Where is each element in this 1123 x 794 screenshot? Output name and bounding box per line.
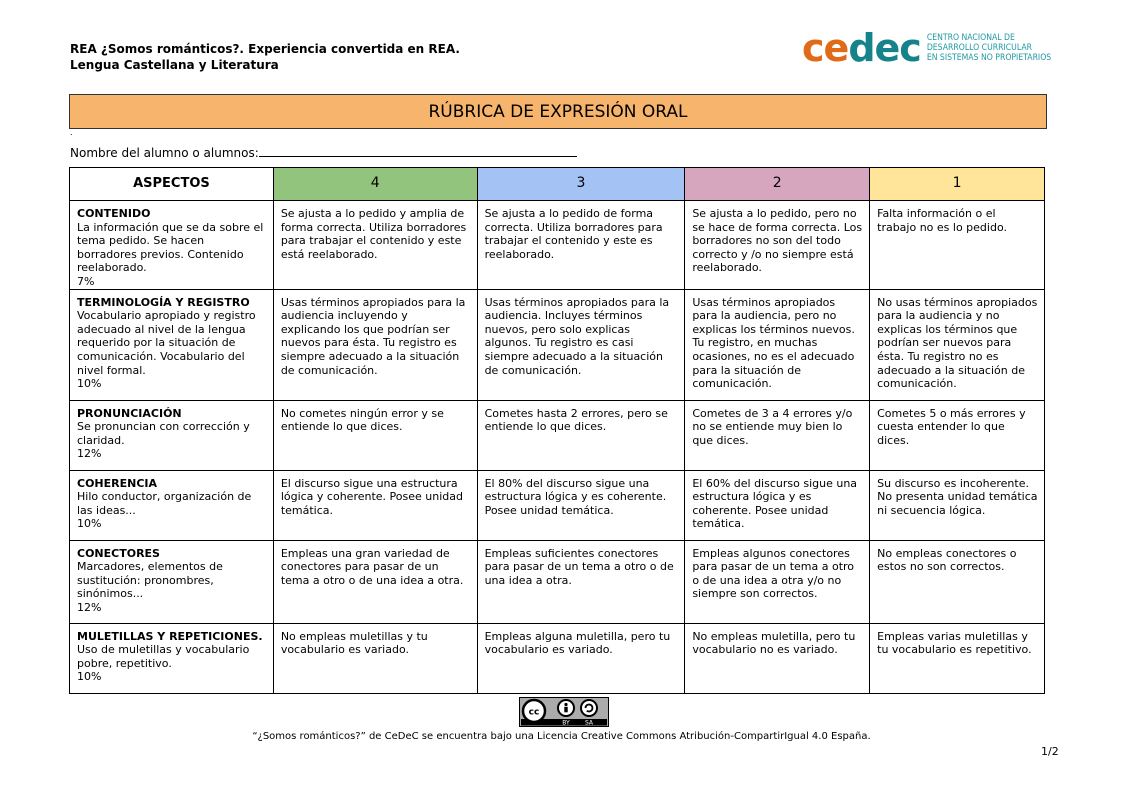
cc-icon-label: cc — [528, 707, 540, 718]
level-4-cell: No empleas muletillas y tu vocabulario es variado. — [273, 623, 477, 693]
aspect-cell: TERMINOLOGÍA Y REGISTRO Vocabulario apropiado y registro adecuado al nivel de la lengua requerido por la situación de comunicación. Vocabulario del nivel formal. 10% — [70, 289, 274, 400]
level-3-cell: Se ajusta a lo pedido de forma correcta. Utiliza borradores para trabajar el contenido y este es reelaborado. — [477, 201, 685, 290]
rubric-table — [69, 167, 1045, 694]
level-2-cell: No empleas muletilla, pero tu vocabulario no es variado. — [685, 623, 870, 693]
level-2-cell: Cometes de 3 a 4 errores y/o no se entiende muy bien lo que dices. — [685, 400, 870, 470]
aspect-cell: MULETILLAS Y REPETICIONES. Uso de muletillas y vocabulario pobre, repetitivo. 10% — [70, 623, 274, 693]
badge-sa-label: SA — [584, 719, 594, 727]
level-1-cell: No usas términos apropiados para la audiencia y no explicas los términos que podrían ser nuevos para ésta. Tu registro no es adecuado a la situación de comunicación. — [870, 289, 1045, 400]
table-row — [70, 400, 1045, 470]
level-4-cell: Se ajusta a lo pedido y amplia de forma correcta. Utiliza borradores para trabajar el contenido y este está reelaborado. — [273, 201, 477, 290]
level-4-cell: Usas términos apropiados para la audiencia incluyendo y explicando los que podrían ser nuevos para ésta. Tu registro es siempre adecuado a la situación de comunicación. — [273, 289, 477, 400]
level-3-cell: Usas términos apropiados para la audiencia. Incluyes términos nuevos, pero solo explicas algunos. Tu registro es casi siempre adecuado a la situación de comunicación. — [477, 289, 685, 400]
license-notice: “¿Somos románticos?” de CeDeC se encuentra bajo una Licencia Creative Commons Atribución-CompartirIgual 4.0 España. — [252, 731, 871, 742]
level-3-cell: Empleas suficientes conectores para pasar de un tema a otro o de una idea a otra. — [477, 540, 685, 623]
level-3-cell: El 80% del discurso sigue una estructura lógica y es coherente. Posee unidad temática. — [477, 470, 685, 540]
person-body — [564, 707, 567, 713]
aspect-cell: CONTENIDO La información que se da sobre el tema pedido. Se hacen borradores previos. Contenido reelaborado. 7% — [70, 201, 274, 290]
document-title-line: REA ¿Somos románticos?. Experiencia convertida en REA. — [70, 42, 460, 56]
level-2-cell: Se ajusta a lo pedido, pero no se hace de forma correcta. Los borradores no son del todo correcto y /o no siempre está reelaborado. — [685, 201, 870, 290]
level-2-cell: Usas términos apropiados para la audiencia, pero no explicas los términos nuevos. Tu registro, en muchas ocasiones, no es el adecuado para la situación de comunicación. — [685, 289, 870, 400]
aspect-cell: CONECTORES Marcadores, elementos de sustitución: pronombres, sinónimos... 12% — [70, 540, 274, 623]
table-row — [70, 623, 1045, 693]
cedec-logo — [802, 28, 1051, 68]
logo-subtitle: CENTRO NACIONAL DE DESARROLLO CURRICULAR EN SISTEMAS NO PROPIETARIOS — [926, 33, 1052, 63]
level-2-cell: Empleas algunos conectores para pasar de un tema a otro o de una idea a otra y/o no siempre son correctos. — [685, 540, 870, 623]
level-4-cell: El discurso sigue una estructura lógica y coherente. Posee unidad temática. — [273, 470, 477, 540]
header-level-4: 4 — [273, 168, 477, 201]
student-name-label: Nombre del alumno o alumnos: — [70, 146, 259, 160]
student-name-field — [70, 144, 577, 160]
sa-share-icon — [581, 700, 597, 716]
level-3-cell: Cometes hasta 2 errores, pero se entiende lo que dices. — [477, 400, 685, 470]
level-2-cell: El 60% del discurso sigue una estructura lógica y es coherente. Posee unidad temática. — [685, 470, 870, 540]
table-row — [70, 201, 1045, 290]
table-row — [70, 540, 1045, 623]
logo-wordmark: cedec — [802, 26, 921, 70]
rubric-title: RÚBRICA DE EXPRESIÓN ORAL — [69, 94, 1047, 129]
cc-by-sa-badge[interactable] — [519, 697, 609, 727]
person-head — [564, 703, 567, 706]
header-aspectos: ASPECTOS — [70, 168, 274, 201]
level-1-cell: No empleas conectores o estos no son correctos. — [870, 540, 1045, 623]
rubric-header-row — [70, 168, 1045, 201]
stray-dot: . — [70, 128, 73, 137]
level-1-cell: Empleas varias muletillas y tu vocabulario es repetitivo. — [870, 623, 1045, 693]
page-number: 1/2 — [1041, 745, 1059, 758]
student-name-blank — [259, 144, 577, 157]
level-1-cell: Falta información o el trabajo no es lo pedido. — [870, 201, 1045, 290]
header-level-1: 1 — [870, 168, 1045, 201]
level-4-cell: Empleas una gran variedad de conectores para pasar de un tema a otro o de una idea a otra. — [273, 540, 477, 623]
document-subject-line: Lengua Castellana y Literatura — [70, 58, 279, 72]
table-row — [70, 470, 1045, 540]
level-1-cell: Su discurso es incoherente. No presenta unidad temática ni secuencia lógica. — [870, 470, 1045, 540]
header-level-3: 3 — [477, 168, 685, 201]
header-level-2: 2 — [685, 168, 870, 201]
table-row — [70, 289, 1045, 400]
level-3-cell: Empleas alguna muletilla, pero tu vocabulario es variado. — [477, 623, 685, 693]
badge-by-label: BY — [562, 719, 570, 727]
aspect-cell: PRONUNCIACIÓN Se pronuncian con corrección y claridad. 12% — [70, 400, 274, 470]
document-header — [70, 41, 460, 73]
aspect-cell: COHERENCIA Hilo conductor, organización de las ideas... 10% — [70, 470, 274, 540]
level-4-cell: No cometes ningún error y se entiende lo que dices. — [273, 400, 477, 470]
level-1-cell: Cometes 5 o más errores y cuesta entender lo que dices. — [870, 400, 1045, 470]
